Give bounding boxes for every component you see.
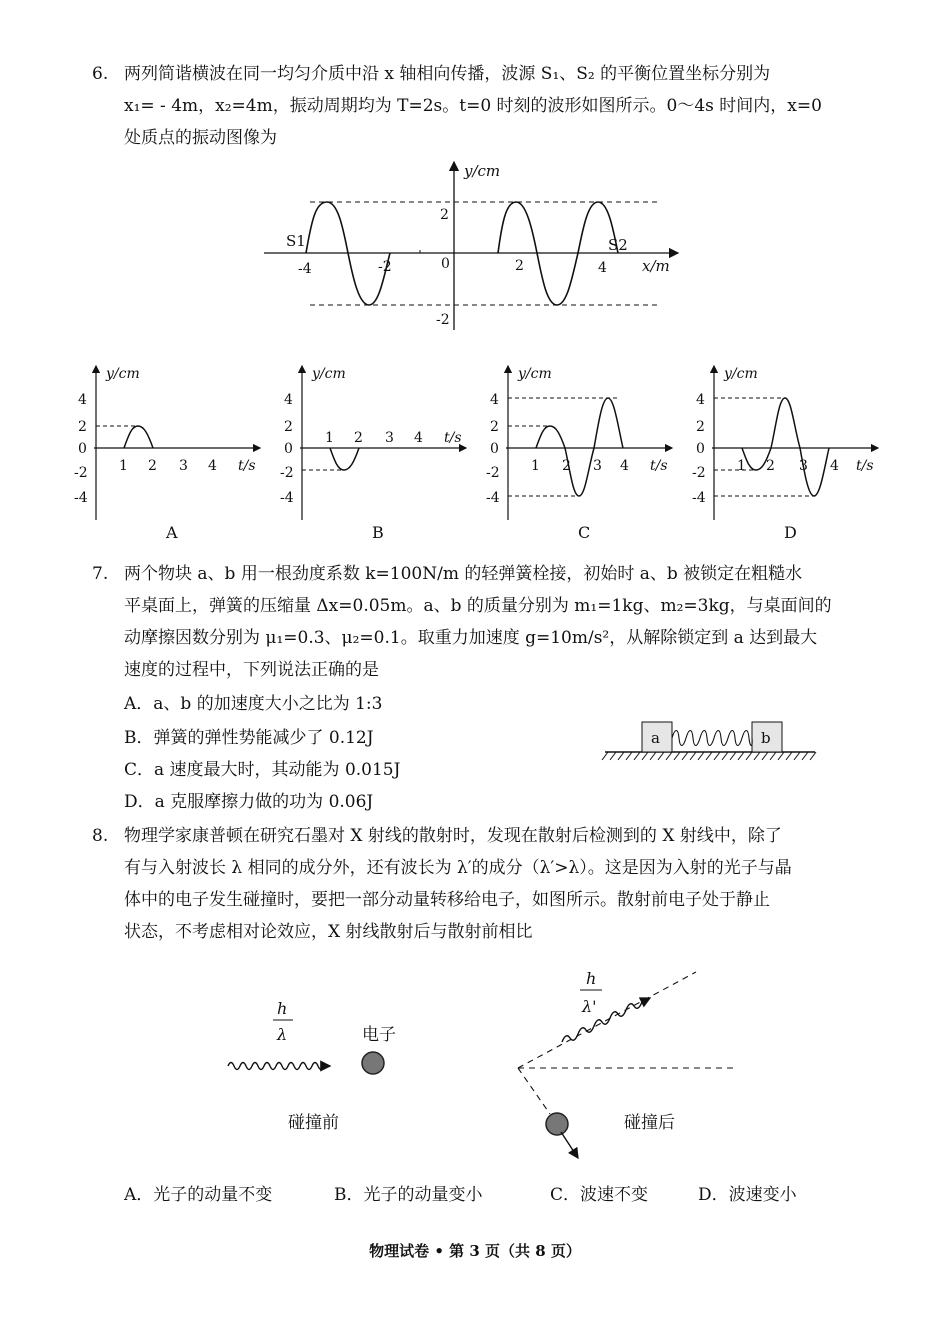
svg-text:t/s: t/s xyxy=(444,430,462,446)
svg-text:3: 3 xyxy=(799,458,808,474)
svg-text:0: 0 xyxy=(490,441,499,457)
svg-text:1: 1 xyxy=(325,430,334,446)
x-tick: -4 xyxy=(298,261,312,277)
option-letter: A xyxy=(166,523,178,542)
q7-option-d[interactable]: D．a 克服摩擦力做的功为 0.06J xyxy=(124,792,374,812)
option-graph-a xyxy=(74,366,260,542)
svg-text:t/s: t/s xyxy=(856,458,874,474)
svg-text:0: 0 xyxy=(284,441,293,457)
compton-diagram xyxy=(200,960,760,1170)
svg-text:0: 0 xyxy=(696,441,705,457)
svg-text:-4: -4 xyxy=(74,490,88,506)
svg-text:4: 4 xyxy=(78,392,87,408)
q7-option-b[interactable]: B．弹簧的弹性势能减少了 0.12J xyxy=(124,728,374,748)
svg-text:-4: -4 xyxy=(486,490,500,506)
svg-text:y/cm: y/cm xyxy=(518,366,552,382)
svg-text:h: h xyxy=(586,969,597,988)
x-tick: 2 xyxy=(515,258,524,274)
spring-blocks-diagram xyxy=(600,714,820,764)
incident-photon-wave xyxy=(228,1063,330,1070)
svg-text:2: 2 xyxy=(562,458,571,474)
svg-text:2: 2 xyxy=(490,419,499,435)
svg-text:4: 4 xyxy=(284,392,293,408)
svg-text:2: 2 xyxy=(354,430,363,446)
question-line: 动摩擦因数分别为 μ₁=0.3、μ₂=0.1。取重力加速度 g=10m/s²，从解除锁定到 a 达到最大 xyxy=(124,628,818,648)
svg-text:a: a xyxy=(651,729,660,747)
q8-option-a[interactable]: A．光子的动量不变 xyxy=(124,1185,273,1205)
option-letter: B xyxy=(372,523,384,542)
svg-text:-4: -4 xyxy=(280,490,294,506)
svg-text:2: 2 xyxy=(766,458,775,474)
option-letter: D xyxy=(784,523,797,542)
question-6 xyxy=(92,58,872,154)
svg-text:碰撞前: 碰撞前 xyxy=(288,1113,339,1133)
y-axis-label: y/cm xyxy=(464,162,501,180)
svg-text:碰撞后: 碰撞后 xyxy=(624,1113,675,1133)
svg-text:2: 2 xyxy=(148,458,157,474)
y-tick: -2 xyxy=(436,312,450,328)
svg-text:2: 2 xyxy=(284,419,293,435)
svg-text:b: b xyxy=(761,729,771,747)
svg-text:λ': λ' xyxy=(582,997,597,1016)
x-tick: -2 xyxy=(378,259,392,275)
x-axis-label: x/m xyxy=(642,257,670,275)
svg-text:-2: -2 xyxy=(692,465,706,481)
s2-label: S2 xyxy=(608,236,628,254)
question-line: 两个物块 a、b 用一根劲度系数 k=100N/m 的轻弹簧栓接，初始时 a、b 被锁定在粗糙水 xyxy=(124,564,803,584)
svg-text:-4: -4 xyxy=(692,490,706,506)
svg-text:1: 1 xyxy=(119,458,128,474)
question-line: 有与入射波长 λ 相同的成分外，还有波长为 λ′的成分（λ′>λ）。这是因为入射的光子与晶 xyxy=(124,858,792,878)
question-line: 速度的过程中，下列说法正确的是 xyxy=(124,660,379,680)
question-line: 状态，不考虑相对论效应，X 射线散射后与散射前相比 xyxy=(124,922,533,942)
question-line: 两列简谐横波在同一均匀介质中沿 x 轴相向传播，波源 S₁、S₂ 的平衡位置坐标分别为 xyxy=(124,64,771,84)
svg-text:t/s: t/s xyxy=(238,458,256,474)
svg-text:0: 0 xyxy=(78,441,87,457)
spring xyxy=(672,731,752,746)
svg-text:1: 1 xyxy=(531,458,540,474)
svg-text:2: 2 xyxy=(78,419,87,435)
page-footer: 物理试卷 • 第 3 页（共 8 页） xyxy=(369,1242,581,1260)
svg-text:-2: -2 xyxy=(280,465,294,481)
q8-option-c[interactable]: C．波速不变 xyxy=(550,1185,649,1205)
question-7 xyxy=(92,558,872,686)
electron-icon xyxy=(362,1052,384,1074)
svg-text:4: 4 xyxy=(414,430,423,446)
question-line: 体中的电子发生碰撞时，要把一部分动量转移给电子，如图所示。散射前电子处于静止 xyxy=(124,890,770,910)
option-letter: C xyxy=(578,523,591,542)
wave-graph xyxy=(250,158,690,338)
svg-text:3: 3 xyxy=(385,430,394,446)
question-line: 物理学家康普顿在研究石墨对 X 射线的散射时，发现在散射后检测到的 X 射线中，除了 xyxy=(124,826,782,846)
svg-text:y/cm: y/cm xyxy=(312,366,346,382)
question-8 xyxy=(92,820,872,948)
option-graph-c xyxy=(486,366,672,542)
option-graphs xyxy=(70,360,890,550)
svg-text:3: 3 xyxy=(593,458,602,474)
option-graph-d xyxy=(692,366,878,542)
q7-option-a[interactable]: A．a、b 的加速度大小之比为 1:3 xyxy=(124,694,383,714)
question-number: 6. xyxy=(92,64,109,84)
y-tick: 2 xyxy=(440,207,449,223)
svg-text:-2: -2 xyxy=(486,465,500,481)
electron-recoil-arrow xyxy=(561,1132,578,1158)
svg-text:4: 4 xyxy=(696,392,705,408)
q7-option-c[interactable]: C．a 速度最大时，其动能为 0.015J xyxy=(124,760,401,780)
svg-text:h: h xyxy=(277,999,288,1018)
svg-text:1: 1 xyxy=(737,458,746,474)
electron-icon xyxy=(546,1113,568,1135)
svg-text:4: 4 xyxy=(490,392,499,408)
option-graph-b xyxy=(280,366,466,542)
question-line: x₁= - 4m，x₂=4m，振动周期均为 T=2s。t=0 时刻的波形如图所示。0～4s 时间内，x=0 xyxy=(124,96,822,116)
svg-text:y/cm: y/cm xyxy=(106,366,140,382)
question-number: 7. xyxy=(92,564,109,584)
svg-text:t/s: t/s xyxy=(650,458,668,474)
x-tick: 4 xyxy=(598,260,607,276)
question-line: 平桌面上，弹簧的压缩量 Δx=0.05m。a、b 的质量分别为 m₁=1kg、m₂=3kg，与桌面间的 xyxy=(124,596,832,616)
svg-text:4: 4 xyxy=(830,458,839,474)
q8-option-d[interactable]: D．波速变小 xyxy=(698,1185,797,1205)
x-tick: 0 xyxy=(441,256,450,272)
svg-text:-2: -2 xyxy=(74,465,88,481)
svg-text:2: 2 xyxy=(696,419,705,435)
svg-text:λ: λ xyxy=(277,1025,288,1044)
q8-option-b[interactable]: B．光子的动量变小 xyxy=(334,1185,483,1205)
svg-text:电子: 电子 xyxy=(362,1025,396,1045)
s1-label: S1 xyxy=(286,232,306,250)
question-line: 处质点的振动图像为 xyxy=(124,128,277,148)
svg-text:3: 3 xyxy=(179,458,188,474)
svg-text:y/cm: y/cm xyxy=(724,366,758,382)
svg-text:4: 4 xyxy=(208,458,217,474)
question-number: 8. xyxy=(92,826,109,846)
svg-text:4: 4 xyxy=(620,458,629,474)
